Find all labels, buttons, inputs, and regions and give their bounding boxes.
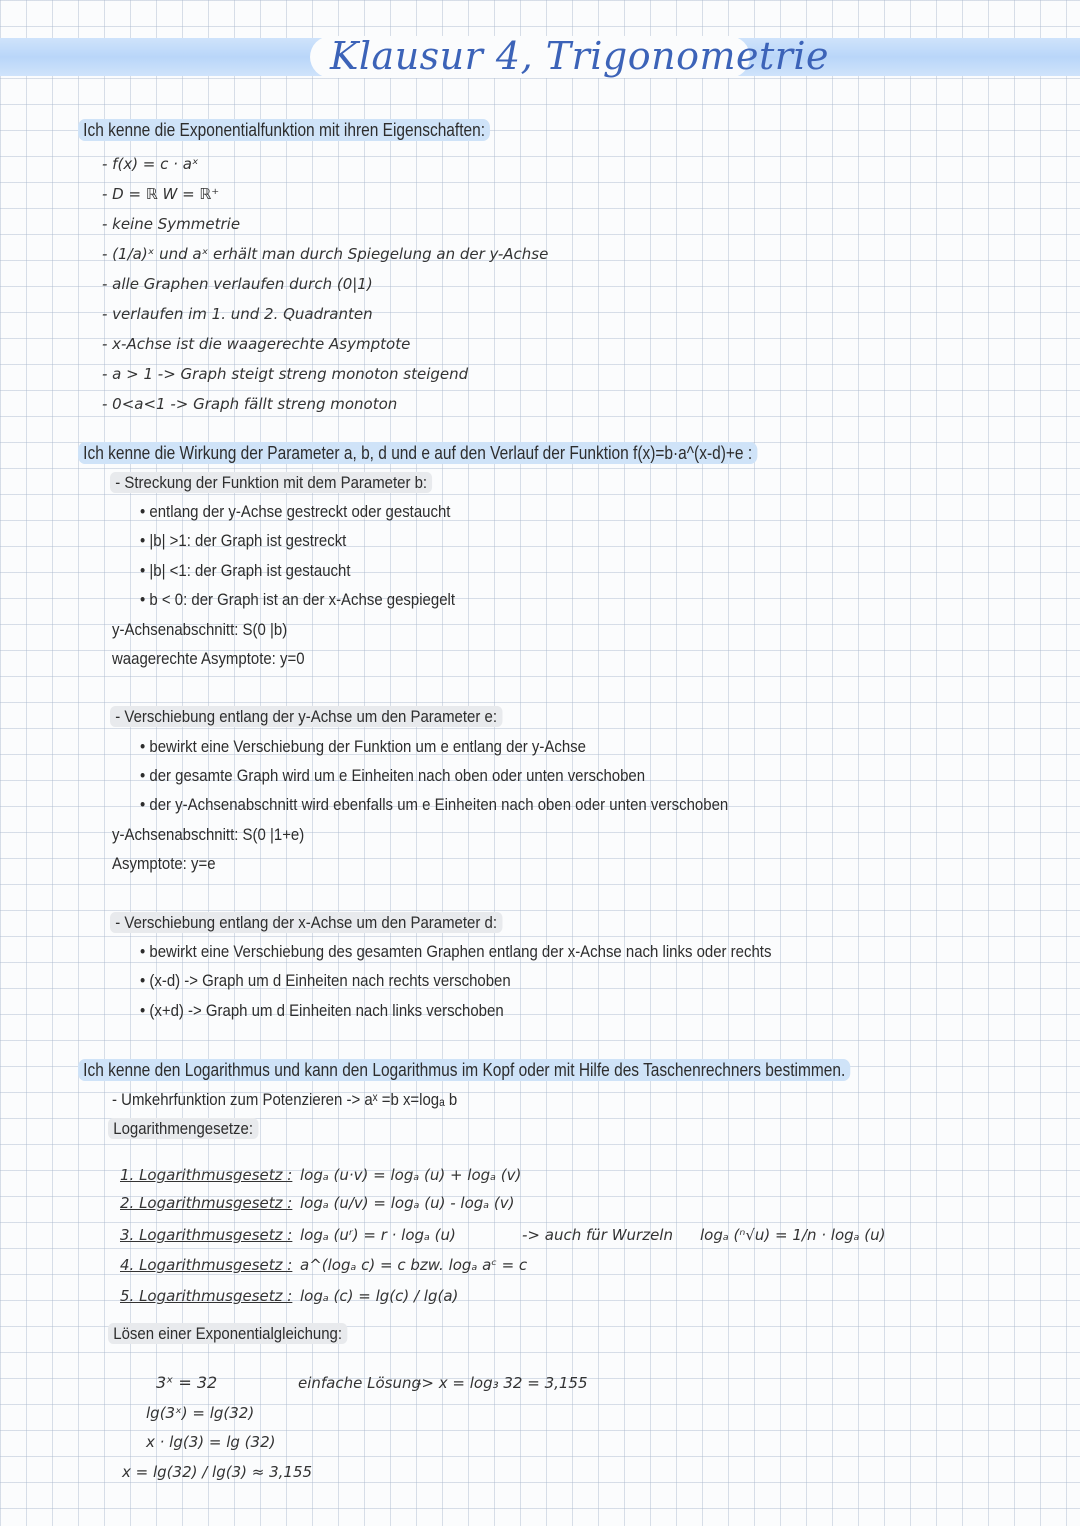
exp-item: - a > 1 -> Graph steigt streng monoton steigend — [102, 365, 469, 383]
b-bullet: • |b| <1: der Graph ist gestaucht — [140, 561, 351, 580]
solve-step: x · lg(3) = lg (32) — [146, 1433, 276, 1451]
law-name: 4. Logarithmusgesetz : — [120, 1256, 293, 1274]
exp-item: - (1/a)ˣ und aˣ erhält man durch Spiegelung an der y-Achse — [102, 245, 549, 263]
exp-heading: Ich kenne die Exponentialfunktion mit ihren Eigenschaften: — [78, 119, 490, 141]
law-formula: logₐ (uʳ) = r · logₐ (u) — [300, 1226, 456, 1244]
exp-item: - keine Symmetrie — [102, 215, 241, 233]
law-name: 3. Logarithmusgesetz : — [120, 1226, 293, 1244]
log-laws-title: Logarithmengesetze: — [108, 1118, 258, 1139]
exp-item: - f(x) = c · aˣ — [102, 155, 199, 173]
b-block-title: - Streckung der Funktion mit dem Parameter b: — [110, 472, 432, 493]
e-info: Asymptote: y=e — [112, 854, 216, 873]
exp-item: - alle Graphen verlaufen durch (0|1) — [102, 275, 373, 293]
b-bullet: • entlang der y-Achse gestreckt oder gestaucht — [140, 502, 451, 521]
solve-step: x = lg(32) / lg(3) ≈ 3,155 — [122, 1463, 313, 1481]
law-note: -> auch für Wurzeln — [522, 1226, 673, 1244]
b-info: y-Achsenabschnitt: S(0 |b) — [112, 620, 288, 639]
e-info: y-Achsenabschnitt: S(0 |1+e) — [112, 825, 305, 844]
e-bullet: • der y-Achsenabschnitt wird ebenfalls um e Einheiten nach oben oder unten verschoben — [140, 795, 729, 814]
log-heading: Ich kenne den Logarithmus und kann den Logarithmus im Kopf oder mit Hilfe des Taschenrechners bestimmen. — [78, 1059, 850, 1081]
simple-result: -> x = log₃ 32 = 3,155 — [416, 1374, 588, 1392]
simple-label: einfache Lösung — [298, 1374, 422, 1392]
e-bullet: • der gesamte Graph wird um e Einheiten nach oben oder unten verschoben — [140, 766, 646, 785]
e-block-title: - Verschiebung entlang der y-Achse um den Parameter e: — [110, 706, 502, 727]
exp-item: - 0<a<1 -> Graph fällt streng monoton — [102, 395, 398, 413]
law-formula: logₐ (u·v) = logₐ (u) + logₐ (v) — [300, 1166, 522, 1184]
law-name: 2. Logarithmusgesetz : — [120, 1194, 293, 1212]
params-heading: Ich kenne die Wirkung der Parameter a, b, d und e auf den Verlauf der Funktion f(x)=b·a^(x-d)+e : — [78, 442, 757, 464]
d-bullet: • bewirkt eine Verschiebung des gesamten Graphen entlang der x-Achse nach links oder rechts — [140, 942, 772, 961]
solve-title: Lösen einer Exponentialgleichung: — [108, 1323, 347, 1344]
solve-step: lg(3ˣ) = lg(32) — [146, 1404, 255, 1422]
solve-step: 3ˣ = 32 — [156, 1373, 218, 1392]
exp-item: - x-Achse ist die waagerechte Asymptote — [102, 335, 411, 353]
d-bullet: • (x-d) -> Graph um d Einheiten nach rechts verschoben — [140, 971, 511, 990]
law-formula: a^(logₐ c) = c bzw. logₐ aᶜ = c — [300, 1256, 528, 1274]
law-name: 5. Logarithmusgesetz : — [120, 1287, 293, 1305]
d-block-title: - Verschiebung entlang der x-Achse um den Parameter d: — [110, 912, 502, 933]
title-banner — [0, 34, 1080, 78]
d-bullet: • (x+d) -> Graph um d Einheiten nach links verschoben — [140, 1001, 504, 1020]
exp-item: - verlaufen im 1. und 2. Quadranten — [102, 305, 373, 323]
b-bullet: • |b| >1: der Graph ist gestreckt — [140, 531, 347, 550]
log-inverse: - Umkehrfunktion zum Potenzieren -> aˣ =b x=logₐ b — [112, 1090, 458, 1109]
law-formula: logₐ (u/v) = logₐ (u) - logₐ (v) — [300, 1194, 515, 1212]
e-bullet: • bewirkt eine Verschiebung der Funktion um e entlang der y-Achse — [140, 737, 586, 756]
law-extra: logₐ (ⁿ√u) = 1/n · logₐ (u) — [700, 1226, 886, 1244]
law-formula: logₐ (c) = lg(c) / lg(a) — [300, 1287, 459, 1305]
b-bullet: • b < 0: der Graph ist an der x-Achse gespiegelt — [140, 590, 456, 609]
law-name: 1. Logarithmusgesetz : — [120, 1166, 293, 1184]
page-title: Klausur 4, Trigonometrie — [330, 34, 830, 78]
exp-item: - D = ℝ W = ℝ⁺ — [102, 185, 220, 203]
b-info: waagerechte Asymptote: y=0 — [112, 649, 305, 668]
